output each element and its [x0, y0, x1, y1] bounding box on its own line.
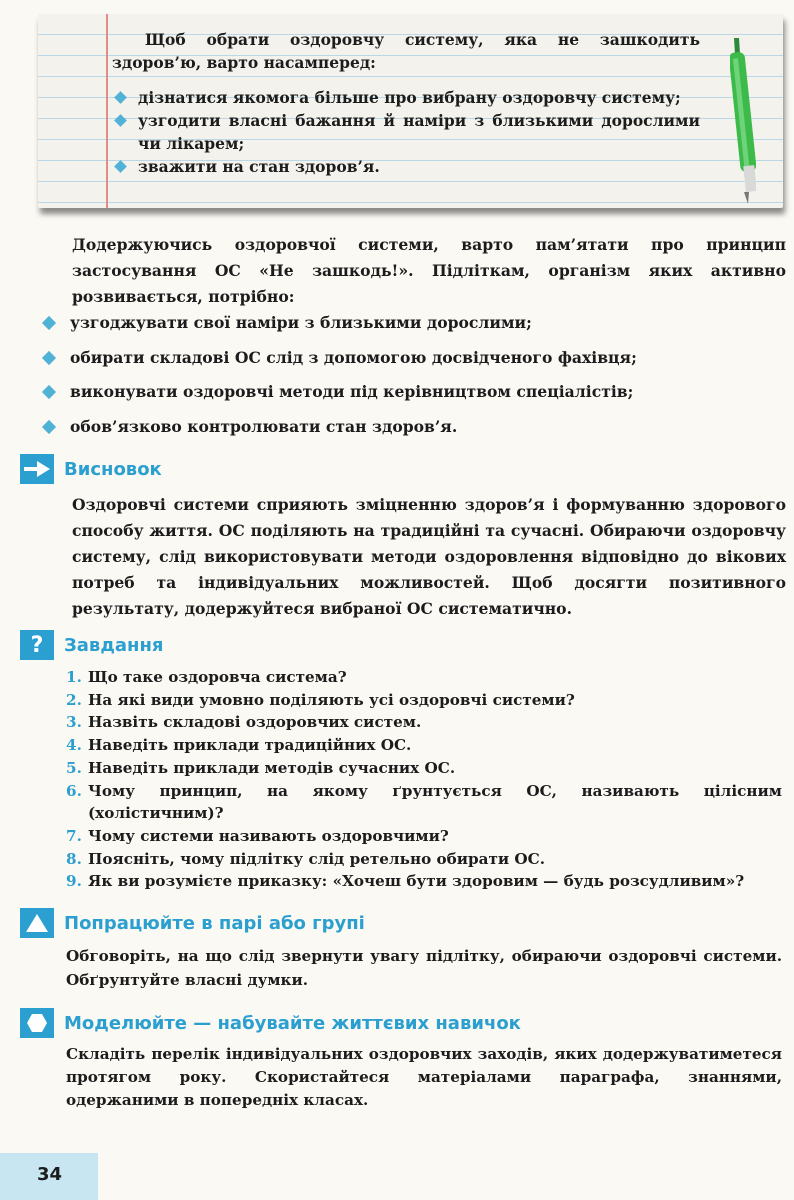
bullet-icon [42, 385, 56, 399]
principle-list [40, 310, 780, 448]
task-item [66, 780, 782, 825]
task-text: Що таке оздоровча система? [88, 668, 347, 686]
principle-item-text: узгоджувати свої наміри з близькими дорослими; [70, 313, 532, 332]
task-item [66, 848, 782, 871]
task-number: 8. [66, 849, 82, 868]
task-text: Назвіть складові оздоровчих систем. [88, 713, 422, 732]
task-text: Наведіть приклади традиційних ОС. [88, 736, 412, 755]
task-number: 6. [66, 781, 82, 800]
task-number: 2. [66, 690, 82, 709]
principle-item-text: обов’язково контролювати стан здоров’я. [70, 416, 458, 436]
bullet-icon [42, 419, 56, 433]
task-text: На які види умовно поділяють усі оздоровчі системи? [88, 690, 575, 709]
task-item [66, 711, 782, 734]
tasks-title: Завдання [64, 634, 164, 656]
task-text: Чому принцип, на якому ґрунтується ОС, називають цілісним (холістичним)? [88, 781, 782, 823]
conclusion-header [20, 454, 162, 484]
triangle-icon [20, 908, 54, 938]
task-item [66, 870, 782, 893]
note-item-text: дізнатися якомога більше про вибрану оздоровчу систему; [138, 88, 681, 107]
note-margin-line [106, 14, 108, 208]
task-number: 9. [66, 872, 82, 891]
task-number: 1. [66, 668, 82, 686]
bullet-icon [114, 160, 127, 173]
tasks-header [20, 630, 163, 660]
note-content [112, 28, 700, 178]
principle-item-text: обирати складові ОС слід з допомогою досвідченого фахівця; [70, 347, 637, 367]
bullet-icon [42, 350, 56, 364]
task-item [66, 757, 782, 780]
conclusion-title: Висновок [64, 458, 162, 480]
task-number: 5. [66, 758, 82, 777]
page-number: 34 [37, 1164, 63, 1185]
principle-item [40, 414, 780, 449]
model-text: Складіть перелік індивідуальних оздоровчих заходів, яких додержуватиметеся протягом року. Скористайтеся матеріалами параграфа, знаннями, одержаними в попередніх класах. [66, 1045, 782, 1109]
note-intro: Щоб обрати оздоровчу систему, яка не зашкодить здоров’ю, варто насамперед: [112, 30, 700, 72]
note-item [112, 155, 700, 178]
principle-item-text: виконувати оздоровчі методи під керівництвом спеціалістів; [70, 382, 634, 401]
arrow-right-icon [20, 454, 54, 484]
note-item [112, 86, 700, 109]
note-list [112, 86, 700, 178]
tasks-list [66, 666, 782, 893]
task-item [66, 689, 782, 712]
pen-icon [730, 36, 756, 206]
task-item [66, 734, 782, 757]
task-item [66, 666, 782, 689]
pair-text: Обговоріть, на що слід звернути увагу підлітку, обираючи оздоровчі системи. Обґрунтуйте власні думки. [66, 947, 782, 989]
task-text: Чому системи називають оздоровчими? [88, 826, 449, 845]
task-text: Поясніть, чому підлітку слід ретельно обирати ОС. [88, 849, 546, 868]
principle-item [40, 310, 780, 345]
conclusion-text: Оздоровчі системи сприяють зміцненню здоров’я і формуванню здорового способу життя. ОС поділяють на традиційні та сучасні. Обираючи оздоровчу систему, слід використовувати методи оздоровлення відповідно до вікових потреб та індивідуальних можливостей. Щоб досягти позитивного результату, додержуйтеся вибраної ОС систематично. [72, 495, 786, 618]
principle-item [40, 379, 780, 414]
task-text: Як ви розумієте приказку: «Хочеш бути здоровим — будь розсудливим»? [88, 872, 745, 891]
principle-paragraph: Додержуючись оздоровчої системи, варто пам’ятати про принцип застосування ОС «Не зашкодь!». Підліткам, організм яких активно розвивається, потрібно: [72, 235, 786, 306]
task-item [66, 825, 782, 848]
note-item [112, 109, 700, 155]
task-number: 4. [66, 736, 82, 755]
note-item-text: зважити на стан здоров’я. [138, 157, 380, 176]
task-number: 3. [66, 713, 82, 732]
bullet-icon [42, 316, 56, 330]
model-header [20, 1008, 521, 1038]
principle-item [40, 345, 780, 380]
pair-header [20, 908, 365, 938]
task-text: Наведіть приклади методів сучасних ОС. [88, 758, 456, 777]
hexagon-icon [20, 1008, 54, 1038]
note-card [38, 14, 783, 208]
question-icon: ? [20, 630, 54, 660]
bullet-icon [114, 91, 127, 104]
model-title: Моделюйте — набувайте життєвих навичок [64, 1012, 521, 1034]
note-item-text: узгодити власні бажання й наміри з близькими дорослими чи лікарем; [138, 111, 700, 153]
task-number: 7. [66, 826, 82, 845]
bullet-icon [114, 114, 127, 127]
pair-title: Попрацюйте в парі або групі [64, 912, 365, 934]
